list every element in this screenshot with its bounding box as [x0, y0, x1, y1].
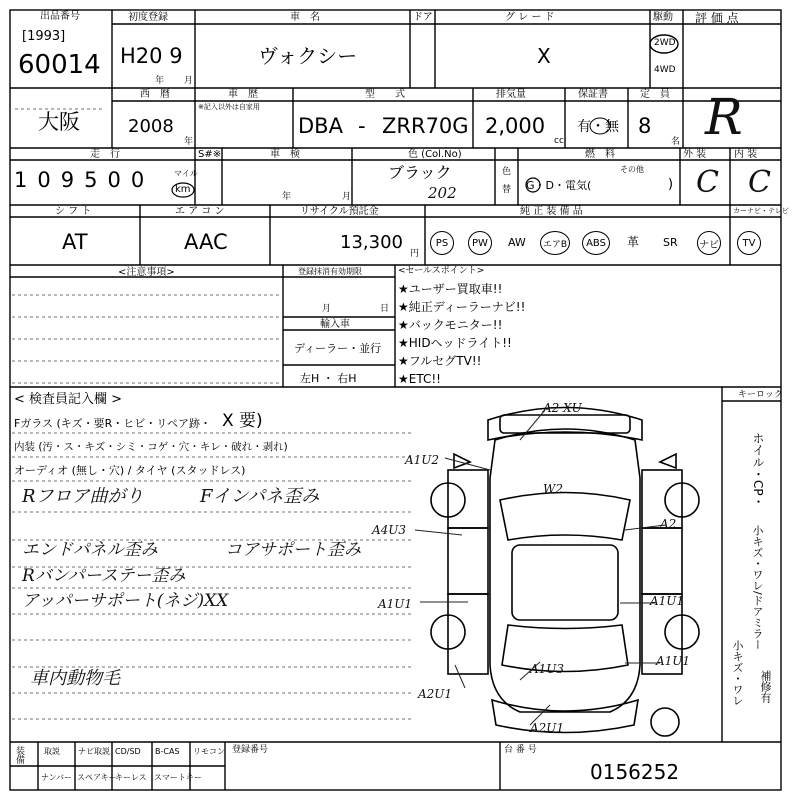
warranty-label: 保証書 — [578, 89, 608, 100]
damage-mark: A2 — [660, 517, 677, 531]
sales-points-label: <セールスポイント> — [398, 266, 485, 276]
frame-number: 0156252 — [590, 760, 680, 784]
steering-side: 左H ・ 右H — [300, 372, 357, 385]
lot-number-label: 出品番号 — [40, 11, 80, 22]
fuel-close: ) — [668, 177, 674, 192]
door-label: ドア — [413, 12, 433, 23]
sales-point: ★ETC!! — [398, 372, 441, 386]
registration-number-label: 登録番号 — [232, 745, 269, 755]
exterior-grade: C — [696, 165, 719, 200]
color-number: 202 — [428, 184, 457, 202]
equipment-airbag: エアB — [540, 231, 570, 255]
mileage-digit: 9 — [60, 168, 85, 192]
capacity-unit: 名 — [671, 137, 681, 147]
km-unit: km — [175, 184, 191, 195]
handwritten-note: Rフロア曲がり — [22, 486, 144, 507]
mileage-digit: 0 — [130, 168, 155, 192]
sales-point: ★フルセグTV!! — [398, 354, 482, 368]
footer-label: リモコン — [193, 747, 225, 756]
car-name: ヴォクシー — [258, 44, 358, 68]
equipment-label: 純 正 装 備 品 — [520, 206, 583, 217]
audio-tire-line: オーディオ (無し・穴) / タイヤ (スタッドレス) — [14, 464, 246, 477]
first-reg-year-unit: 年 — [155, 76, 165, 86]
mileage-label: 走 行 — [90, 149, 120, 160]
footer-label: キーレス — [115, 773, 147, 782]
dealer-parallel: ディーラー・並行 — [294, 342, 382, 355]
footer-label: ナンバー — [41, 773, 73, 782]
caution-label: <注意事項> — [118, 267, 175, 278]
frame-number-label: 台 番 号 — [504, 745, 537, 755]
damage-mark: A4U3 — [372, 523, 407, 537]
s-number-label: S#※ — [198, 149, 222, 160]
recycle-label: リサイクル預託金 — [300, 206, 379, 217]
capacity: 8 — [638, 114, 652, 138]
sales-point: ★バックモニター!! — [398, 318, 503, 332]
key-lock-label: キーロック — [738, 390, 783, 400]
western-year-unit: 年 — [184, 137, 194, 147]
western-year-label: 西 暦 — [140, 89, 170, 100]
equipment-abs: ABS — [582, 231, 610, 255]
carnavi-label: カーナビ・テレビ — [733, 207, 789, 215]
handwritten-note: アッパーサポート(ネジ)XX — [22, 591, 229, 611]
displacement-label: 排気量 — [496, 89, 526, 100]
side-text-repaired: 補修有 — [759, 670, 772, 703]
drive-4wd: 4WD — [654, 65, 676, 75]
drive-label: 駆動 — [653, 12, 673, 23]
aircon-label: エ ア コ ン — [175, 206, 225, 217]
first-registration: H20 9 — [120, 44, 183, 68]
side-text-scratch: 小キズ・ワレ — [731, 640, 744, 706]
reg-expiry-month: 月 — [322, 304, 332, 314]
mileage-digit: 5 — [84, 168, 108, 192]
fuel-other-label: その他 — [620, 165, 644, 174]
first-reg-month-unit: 月 — [184, 76, 194, 86]
mileage-digits — [14, 170, 154, 191]
first-registration-label: 初度登録 — [128, 12, 168, 23]
sales-point: ★純正ディーラーナビ!! — [398, 300, 526, 314]
color-side-label: 色 — [502, 167, 512, 177]
drive-2wd: 2WD — [654, 38, 676, 48]
color-label: 色 (Col.No) — [408, 149, 462, 160]
car-name-label: 車 名 — [290, 12, 320, 23]
damage-mark: A1U1 — [378, 597, 413, 611]
mile-unit: マイル — [174, 169, 198, 178]
equipment-leather: 革 — [627, 235, 640, 249]
inspection-month-unit: 月 — [342, 192, 352, 202]
damage-mark: A1U3 — [530, 662, 565, 676]
glass-mark: X 要) — [222, 411, 263, 431]
interior-grade: C — [748, 165, 771, 200]
model-prefix: DBA — [298, 114, 343, 138]
footer-label: CD/SD — [115, 747, 141, 756]
capacity-label: 定 員 — [640, 89, 670, 100]
equipment-sunroof: SR — [663, 236, 678, 249]
glass-line: Fガラス (キズ・要R・ヒビ・リペア跡・ — [14, 417, 211, 430]
damage-mark: A2U1 — [530, 721, 565, 735]
region: 大阪 — [38, 110, 80, 134]
score-label: 評 価 点 — [695, 11, 739, 25]
interior-condition-line: 内装 (汚・ス・キズ・シミ・コゲ・穴・キレ・破れ・剥れ) — [14, 441, 288, 453]
recycle-fee: 13,300 — [340, 232, 403, 253]
damage-mark: A1U1 — [656, 654, 691, 668]
footer-label: B-CAS — [155, 747, 180, 756]
equipment-tv: TV — [737, 231, 761, 255]
year-code: [1993] — [22, 29, 66, 44]
import-label: 輸入車 — [320, 319, 350, 330]
damage-mark: A1U2 — [405, 453, 440, 467]
displacement: 2,000 — [485, 114, 546, 138]
cc-unit: cc — [554, 136, 564, 146]
grade: X — [537, 44, 551, 68]
damage-mark: A1U1 — [650, 594, 685, 608]
equipment-navi: ナビ — [697, 231, 721, 255]
evaluation-score: R — [705, 88, 743, 146]
shift: AT — [62, 230, 88, 254]
vehicle-history-label: 車 歴 — [228, 89, 258, 100]
change-side-label: 替 — [502, 185, 512, 195]
inspection-year-unit: 年 — [282, 192, 292, 202]
handwritten-note: 車内動物毛 — [30, 668, 120, 689]
equipment-footer-label: 装備 — [14, 746, 24, 764]
color: ブラック — [388, 163, 452, 182]
mileage-digit: 0 — [107, 168, 131, 192]
fuel-label: 燃 料 — [585, 149, 615, 160]
equipment-pw: PW — [468, 231, 492, 255]
shift-label: シ フ ト — [55, 206, 92, 217]
sales-point: ★ユーザー買取車!! — [398, 282, 503, 296]
side-text-wheel: ホイル・CP・ — [751, 432, 765, 508]
fuel-value: G・D・電気( — [526, 179, 592, 192]
mileage-digit: 0 — [37, 168, 61, 192]
vehicle-history-note: ※記入以外は自家用 — [198, 103, 260, 111]
side-text-mirror: 小キズ・ワレ/ドアミラー — [751, 525, 764, 650]
warranty-value: 有・無 — [577, 119, 619, 135]
model-code: ZRR70G — [382, 114, 469, 138]
handwritten-note: コアサポート歪み — [225, 540, 361, 560]
inspection-label: 車 検 — [270, 149, 300, 160]
equipment-aw: AW — [508, 236, 526, 249]
reg-expiry-day: 日 — [380, 304, 390, 314]
damage-mark: A2U1 — [418, 687, 453, 701]
footer-label: スペアキー — [77, 773, 117, 782]
model-dash: - — [358, 114, 366, 138]
footer-label: 取説 — [44, 747, 60, 756]
damage-mark: W2 — [543, 482, 563, 496]
footer-label: スマートキー — [154, 773, 202, 782]
model-label: 型 式 — [365, 89, 405, 100]
inspector-title: < 検査員記入欄 > — [14, 392, 123, 407]
western-year: 2008 — [128, 116, 174, 137]
yen-unit: 円 — [410, 249, 420, 259]
footer-label: ナビ取説 — [78, 747, 110, 756]
handwritten-note: Rバンパーステー歪み — [22, 566, 186, 586]
reg-expiry-label: 登録抹消有効期限 — [298, 267, 362, 276]
equipment-ps: PS — [430, 231, 454, 255]
handwritten-note: Fインパネ歪み — [200, 486, 320, 507]
mileage-digit: 1 — [14, 168, 38, 192]
aircon: AAC — [184, 230, 228, 254]
handwritten-note: エンドパネル歪み — [22, 540, 158, 560]
sales-point: ★HIDヘッドライト!! — [398, 336, 512, 350]
grade-label: グ レ ー ド — [505, 12, 555, 23]
lot-number: 60014 — [18, 50, 101, 80]
interior-label: 内 装 — [734, 149, 758, 160]
damage-mark: A2 XU — [543, 401, 582, 415]
exterior-label: 外 装 — [683, 149, 707, 160]
